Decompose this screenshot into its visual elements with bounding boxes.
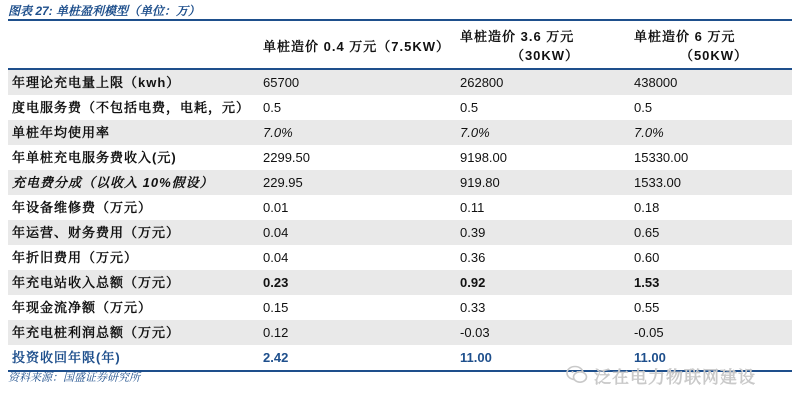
- cell-value: 0.5: [460, 100, 479, 115]
- table-header: [8, 22, 792, 68]
- row-label: 年充电桩利润总额（万元）: [12, 325, 181, 340]
- row-label: 年运营、财务费用（万元）: [12, 225, 181, 240]
- row-label: 年充电站收入总额（万元）: [12, 275, 181, 290]
- table-row: [8, 220, 792, 245]
- cell-value: 0.01: [263, 200, 289, 215]
- cell-value: 0.33: [460, 300, 486, 315]
- cell-value: 0.04: [263, 225, 289, 240]
- cell-value: 0.18: [634, 200, 660, 215]
- cell-value: 7.0%: [460, 125, 490, 140]
- column-header-3.6: [460, 22, 630, 68]
- cell-value: 0.5: [634, 100, 653, 115]
- column-header-line: 单桩造价 3.6 万元: [460, 29, 575, 44]
- wechat-icon: [566, 365, 588, 385]
- row-label: 年折旧费用（万元）: [12, 250, 139, 265]
- cell-value: 0.23: [263, 275, 289, 290]
- cell-value: 15330.00: [634, 150, 689, 165]
- table-body: [8, 70, 792, 370]
- table-row: [8, 95, 792, 120]
- cell-value: 229.95: [263, 175, 303, 190]
- row-label: 充电费分成（以收入 10%假设）: [12, 175, 214, 190]
- table-row: [8, 270, 792, 295]
- row-label: 度电服务费（不包括电费，电耗，元）: [12, 100, 251, 115]
- cell-value: 0.11: [460, 200, 485, 215]
- row-label: 年设备维修费（万元）: [12, 200, 153, 215]
- source-note: 资料来源：国盛证券研究所: [8, 372, 140, 384]
- cell-value: 0.15: [263, 300, 289, 315]
- cell-value: 7.0%: [263, 125, 293, 140]
- column-header-line: 单桩造价 0.4 万元（7.5KW）: [263, 38, 451, 54]
- column-header-0.4: [263, 22, 458, 68]
- cell-value: 0.5: [263, 100, 282, 115]
- cell-value: 0.12: [263, 325, 289, 340]
- cell-value: 11.00: [460, 350, 492, 365]
- watermark: [566, 360, 756, 390]
- cell-value: 0.92: [460, 275, 486, 290]
- table-row: [8, 195, 792, 220]
- cell-value: 0.04: [263, 250, 289, 265]
- cell-value: 7.0%: [634, 125, 664, 140]
- cell-value: 9198.00: [460, 150, 507, 165]
- table-row: [8, 245, 792, 270]
- cell-value: -0.05: [634, 325, 664, 340]
- row-label: 年现金流净额（万元）: [12, 300, 153, 315]
- table-row: [8, 170, 792, 195]
- table-row: [8, 120, 792, 145]
- column-header-6: [634, 22, 794, 68]
- table-row: [8, 145, 792, 170]
- cell-value: 262800: [460, 75, 504, 90]
- cell-value: 0.39: [460, 225, 486, 240]
- table-caption: 图表 27: 单桩盈利模型（单位：万）: [8, 4, 201, 18]
- cell-value: 65700: [263, 75, 300, 90]
- row-label: 单桩年均使用率: [12, 125, 111, 140]
- watermark-text: 泛在电力物联网建设: [594, 367, 756, 387]
- cell-value: 0.55: [634, 300, 660, 315]
- cell-value: 11.00: [634, 350, 666, 365]
- cell-value: 438000: [634, 75, 678, 90]
- cell-value: 2.42: [263, 350, 289, 365]
- row-label: 年理论充电量上限（kwh）: [12, 75, 181, 90]
- table-row: [8, 70, 792, 95]
- caption-divider: [8, 19, 792, 21]
- column-header-line: （50KW）: [679, 48, 749, 63]
- cell-value: -0.03: [460, 325, 490, 340]
- row-label: 年单桩充电服务费收入(元): [12, 150, 177, 165]
- cell-value: 2299.50: [263, 150, 310, 165]
- cell-value: 919.80: [460, 175, 500, 190]
- table-row: [8, 320, 792, 345]
- column-header-line: （30KW）: [510, 48, 580, 63]
- cell-value: 0.36: [460, 250, 486, 265]
- cell-value: 0.60: [634, 250, 660, 265]
- cell-value: 1533.00: [634, 175, 681, 190]
- table-row: [8, 295, 792, 320]
- cell-value: 0.65: [634, 225, 660, 240]
- column-header-line: 单桩造价 6 万元: [634, 29, 736, 44]
- cell-value: 1.53: [634, 275, 660, 290]
- row-label: 投资收回年限(年): [12, 350, 121, 365]
